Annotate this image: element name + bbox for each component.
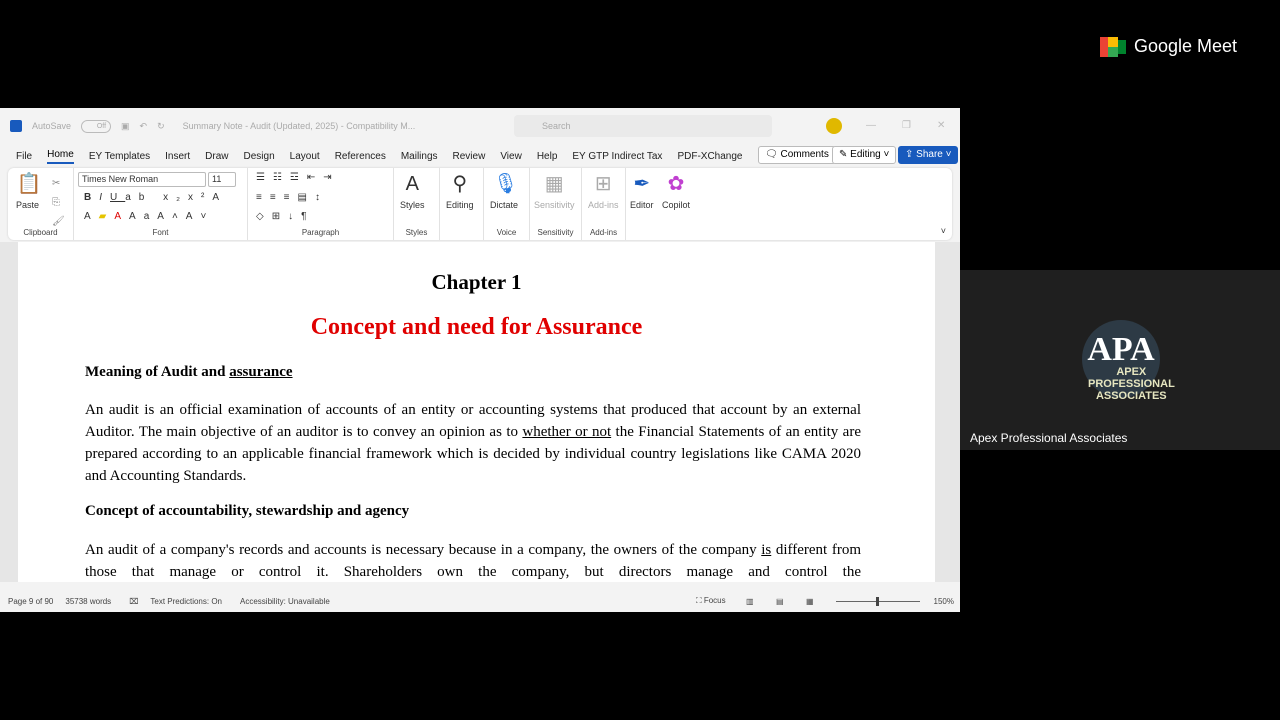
tab-home[interactable]: Home <box>47 149 74 164</box>
addins-button[interactable] <box>588 172 619 210</box>
font-label: Font <box>152 228 169 237</box>
sensitivity-icon: ▦ <box>544 173 564 195</box>
zoom-slider[interactable] <box>836 601 920 602</box>
styles-group <box>394 168 440 240</box>
meet-brand: Google Meet <box>1134 36 1238 56</box>
dictate-label: Dictate <box>490 200 519 210</box>
document-page[interactable] <box>18 242 935 582</box>
zoom-slider-thumb[interactable] <box>876 597 879 606</box>
microphone-icon: 🎙 <box>493 173 519 195</box>
status-bar <box>0 590 960 612</box>
close-button[interactable]: ✕ <box>937 120 946 131</box>
document-area <box>0 242 960 582</box>
copilot-icon: ✿ <box>667 173 685 195</box>
font-format-buttons[interactable]: BIUab x₂x²A <box>84 192 228 203</box>
sensitivity-label: Sensitivity <box>537 228 574 237</box>
read-mode-icon[interactable]: ▥ <box>746 596 754 606</box>
editing-group <box>440 168 484 240</box>
participant-name: Apex Professional Associates <box>970 431 1128 445</box>
font-name-select[interactable]: Times New Roman <box>78 172 206 187</box>
styles-icon: A <box>405 173 419 195</box>
copilot-button[interactable] <box>662 172 690 210</box>
autosave-toggle[interactable]: Off <box>81 120 111 133</box>
dictate-button[interactable] <box>490 172 518 210</box>
proofing-icon[interactable]: ⌧ <box>129 596 139 606</box>
undo-icon[interactable]: ↶ <box>139 120 148 131</box>
page-count[interactable]: Page 9 of 90 <box>8 596 54 606</box>
text-predictions[interactable]: Text Predictions: On <box>150 596 222 606</box>
tab-references[interactable]: References <box>334 150 386 162</box>
editing-mode-button[interactable]: ✎ Editing ˅ <box>832 146 896 164</box>
paragraph-group <box>248 168 394 240</box>
editing-mode-label: Editing <box>850 149 881 160</box>
tab-view[interactable]: View <box>500 150 522 162</box>
editing-button[interactable] <box>446 172 474 210</box>
share-button[interactable]: ⇪ Share ˅ <box>898 146 958 164</box>
underlined-text: whether or not <box>522 424 612 440</box>
paste-button[interactable] <box>16 172 42 210</box>
avatar-text: APA <box>1087 331 1155 368</box>
heading-underlined: assurance <box>229 364 293 380</box>
comments-label: Comments <box>780 149 829 160</box>
tab-help[interactable]: Help <box>536 150 558 162</box>
styles-button[interactable] <box>400 172 425 210</box>
title-bar <box>0 108 960 144</box>
underlined-text: is <box>761 542 772 558</box>
tab-ey-gtp[interactable]: EY GTP Indirect Tax <box>572 150 663 162</box>
font-group <box>74 168 248 240</box>
meet-icon <box>1100 37 1126 57</box>
sensitivity-group <box>530 168 582 240</box>
share-label: Share <box>916 149 943 160</box>
tab-mailings[interactable]: Mailings <box>400 150 438 162</box>
autosave-label: AutoSave <box>32 121 72 131</box>
section-heading <box>85 364 293 381</box>
sensitivity-button[interactable] <box>534 172 575 210</box>
voice-group <box>484 168 530 240</box>
focus-label: Focus <box>703 596 726 605</box>
paragraph <box>85 539 861 582</box>
tab-layout[interactable]: Layout <box>289 150 320 162</box>
paragraph-text: An audit is an official examination of accounts of an entity or accounting systems that produced that account by an external Auditor. The main objective of an auditor is to convey an opinion as to <box>85 402 861 440</box>
paragraph-text: the Financial Statements of an entity are prepared according to an applicable financial framework which is decided by individual country legislations like CAMA 2020 and Accounting Standards. <box>85 424 861 484</box>
minimize-button[interactable]: — <box>866 120 876 131</box>
clipboard-label: Clipboard <box>23 228 58 237</box>
participant-tile[interactable] <box>960 270 1280 450</box>
document-title[interactable]: Summary Note - Audit (Updated, 2025) - Compatibility M... <box>182 121 416 131</box>
addins-btn-label: Add-ins <box>588 200 619 210</box>
paragraph-text: different from those that manage or control it. Shareholders own the company, but directors manage and control the <box>85 542 861 580</box>
font-size-select[interactable]: 11 <box>208 172 236 187</box>
editor-button[interactable] <box>630 172 654 210</box>
sensitivity-btn-label: Sensitivity <box>534 200 575 210</box>
web-layout-icon[interactable]: ▦ <box>806 596 814 606</box>
addins-icon: ⊞ <box>594 173 612 195</box>
chapter-title: Concept and need for Assurance <box>310 314 643 340</box>
accessibility-status[interactable]: Accessibility: Unavailable <box>240 596 330 606</box>
search-icon: ⚲ <box>452 173 468 195</box>
tab-insert[interactable]: Insert <box>165 150 191 162</box>
zoom-level[interactable]: 150% <box>933 597 954 606</box>
list-buttons[interactable]: ☰☷☲⇤⇥ <box>256 172 340 183</box>
section-heading: Concept of accountability, stewardship and agency <box>85 503 410 519</box>
styles-btn-label: Styles <box>400 200 425 210</box>
addins-label: Add-ins <box>589 228 618 237</box>
editor-icon: ✒ <box>633 173 651 195</box>
word-logo-icon <box>10 120 22 132</box>
save-icon[interactable]: ▣ <box>121 120 130 131</box>
redo-icon[interactable]: ↻ <box>157 120 165 131</box>
clipboard-icon: 📋 <box>16 173 42 195</box>
cut-copy-format-icons[interactable]: ✂ ⎘ 🖌 <box>52 178 65 227</box>
avatar-subtext: APEX PROFESSIONAL ASSOCIATES <box>1088 366 1175 402</box>
paste-label: Paste <box>16 200 40 210</box>
styles-label: Styles <box>405 228 428 237</box>
tab-ey-templates[interactable]: EY Templates <box>88 150 151 162</box>
chapter-heading: Chapter 1 <box>431 270 522 294</box>
tab-file[interactable]: File <box>16 150 33 162</box>
paragraph <box>85 399 861 487</box>
tab-draw[interactable]: Draw <box>205 150 229 162</box>
font-color-buttons[interactable]: A▰AAaA˄A˅ <box>84 211 215 222</box>
voice-label: Voice <box>496 228 517 237</box>
tab-pdf-xchange[interactable]: PDF-XChange <box>677 150 743 162</box>
tab-design[interactable]: Design <box>243 150 275 162</box>
word-window <box>0 108 960 612</box>
word-count[interactable]: 35738 words <box>65 596 112 606</box>
comments-button[interactable]: 🗨 Comments <box>758 146 836 164</box>
user-avatar[interactable] <box>826 118 842 134</box>
restore-button[interactable]: ❐ <box>902 120 911 131</box>
participant-avatar <box>1082 320 1175 402</box>
ribbon <box>8 168 952 240</box>
editing-label: Editing <box>446 200 474 210</box>
collapse-ribbon-icon[interactable]: ˅ <box>940 226 946 236</box>
clipboard-group <box>8 168 74 240</box>
tab-review[interactable]: Review <box>452 150 486 162</box>
align-buttons[interactable]: ≡≡≡▤↕ <box>256 192 328 203</box>
paragraph-label: Paragraph <box>301 228 340 237</box>
addins-group <box>582 168 626 240</box>
shading-border-buttons[interactable]: ◇⊞↓¶ <box>256 211 315 222</box>
copilot-label: Copilot <box>662 200 691 210</box>
heading-text: Meaning of Audit and <box>85 364 230 380</box>
paragraph-text: An audit of a company's records and accounts is necessary because in a company, the owners of the company <box>85 542 762 558</box>
search-input[interactable]: Search <box>514 115 772 137</box>
editor-label: Editor <box>630 200 654 210</box>
focus-button[interactable]: ⛶ Focus <box>696 596 726 605</box>
print-layout-icon[interactable]: ▤ <box>776 596 784 606</box>
google-meet-logo <box>1100 36 1237 57</box>
